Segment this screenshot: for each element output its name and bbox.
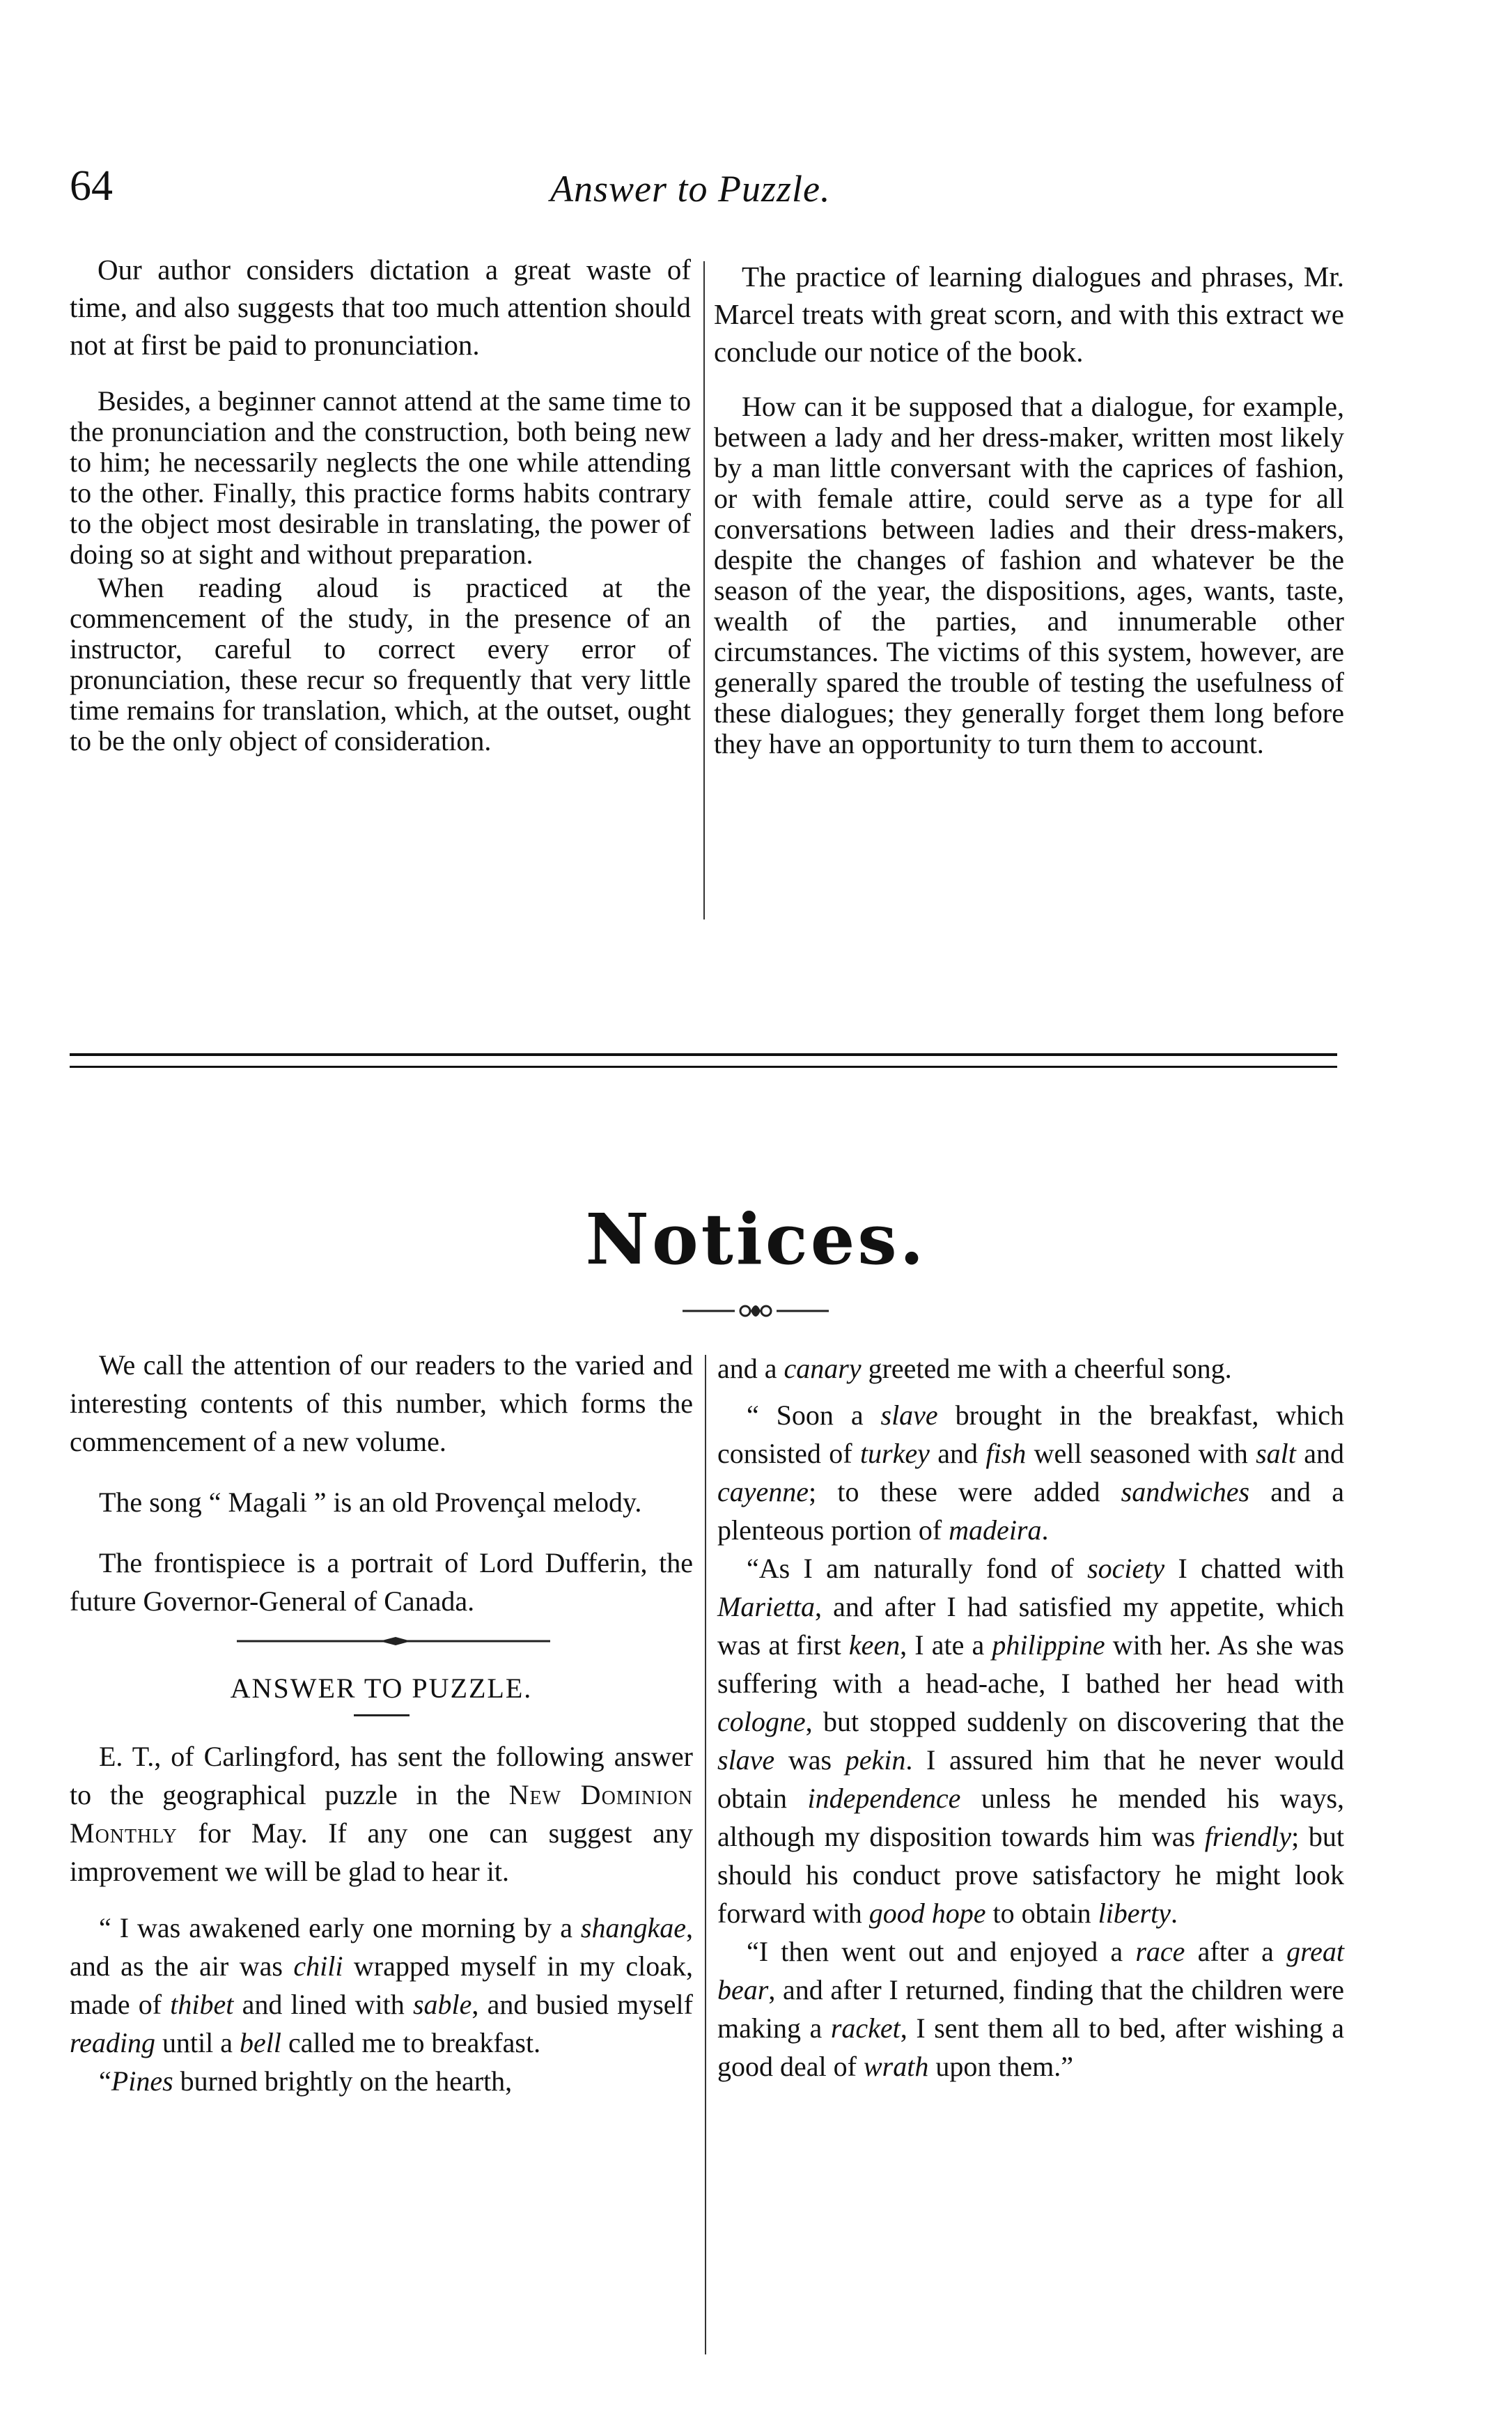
puzzle-quote-2: “Pines burned brightly on the hearth, [99, 2065, 513, 2097]
paragraph-dictation: Our author considers dictation a great waste of time, and also suggests that too much attention should not at first be paid to pronunciation. [70, 254, 691, 361]
notices-right-column [717, 1349, 1344, 2086]
notice-intro: We call the attention of our readers to the varied and interesting contents of this number, which forms the commencement of a new volume. [70, 1349, 693, 1457]
answer-to-puzzle-heading: ANSWER TO PUZZLE. [230, 1672, 533, 1704]
puzzle-quote-race: “I then went out and enjoyed a race after a great bear, and after I returned, finding that the children were making a racket, I sent them all to bed, after wishing a good deal of wrath upon them.” [717, 1936, 1345, 2082]
paragraph-dialogue-extract: How can it be supposed that a dialogue, for example, between a lady and her dress-maker, written most likely by a man little conversant with the caprices of fashion, or with female attire, could serve as a type for all conversations between ladies and their dress-makers, despite the changes of fashion and whatever be the season of the year, the dispositions, ages, wants, taste, wealth of the parties, and innumerable other circumstances. The victims of this system, however, are generally spared the trouble of testing the usefulness of these dialogues; they generally forget them long before they have an opportunity to turn them to account. [714, 391, 1344, 759]
heading-underline [354, 1714, 410, 1716]
notices-title: Notices. [585, 1198, 927, 1280]
paragraph-dialogues: The practice of learning dialogues and phrases, Mr. Marcel treats with great scorn, and with this extract we conclude our notice of the book. [714, 261, 1344, 368]
notice-frontispiece: The frontispiece is a portrait of Lord Dufferin, the future Governor-General of Canada. [70, 1547, 693, 1617]
running-head [70, 162, 1344, 224]
top-column-divider [703, 261, 705, 919]
notices-column-divider [705, 1355, 706, 2354]
running-title: Answer to Puzzle. [550, 168, 831, 210]
top-right-column [714, 258, 1344, 759]
puzzle-quote-breakfast: “ Soon a slave brought in the breakfast, which consisted of turkey and fish well seasoned with salt and cayenne; to these were added sandwiches and a plenteous portion of madeira. [717, 1399, 1345, 1546]
section-divider [70, 1053, 1337, 1068]
puzzle-quote-society: “As I am naturally fond of society I chatted with Marietta, and after I had satisfied my appetite, which was at first keen, I ate a philippine with her. As she was suffering with a head-ache, I bathed her head with cologne, but stopped suddenly on discovering that the slave was pekin. I assured him that he never would obtain independence unless he mended his ways, although my disposition towards him was friendly; but should his conduct prove satisfactory he might look forward with good hope to obtain liberty. [717, 1553, 1345, 1929]
top-left-column [70, 251, 691, 756]
paragraph-reading-aloud: When reading aloud is practiced at the commencement of the study, in the presence of an instructor, careful to correct every error of pronunciation, these recur so frequently that very little time remains for translation, which, at the outset, ought to be the only object of consideration. [70, 572, 691, 756]
notice-song: The song “ Magali ” is an old Provençal melody. [99, 1486, 642, 1518]
diamond-rule [70, 1634, 693, 1648]
paragraph-beginner: Besides, a beginner cannot attend at the same time to the pronunciation and the construction, both being new to him; he necessarily neglects the one while attending to the other. Finally, this practice forms habits contrary to the object most desirable in translating, the power of doing so at sight and without preparation. [70, 385, 691, 570]
answer-intro: E. T., of Carlingford, has sent the following answer to the geographical puzzle in the New Dominion Monthly for May. If any one can suggest any improvement we will be glad to hear it. [70, 1741, 693, 1887]
magazine-name: New Dominion Monthly [70, 1779, 693, 1849]
page-number: 64 [70, 162, 113, 210]
ornament-flourish [669, 1297, 843, 1325]
puzzle-quote-1: “ I was awakened early one morning by a shangkae, and as the air was chili wrapped myself in my cloak, made of thibet and lined with sable, and busied myself reading until a bell called me to breakfast. [70, 1912, 693, 2058]
puzzle-continuation: and a canary greeted me with a cheerful song. [717, 1353, 1232, 1384]
notices-left-column [70, 1346, 693, 2100]
